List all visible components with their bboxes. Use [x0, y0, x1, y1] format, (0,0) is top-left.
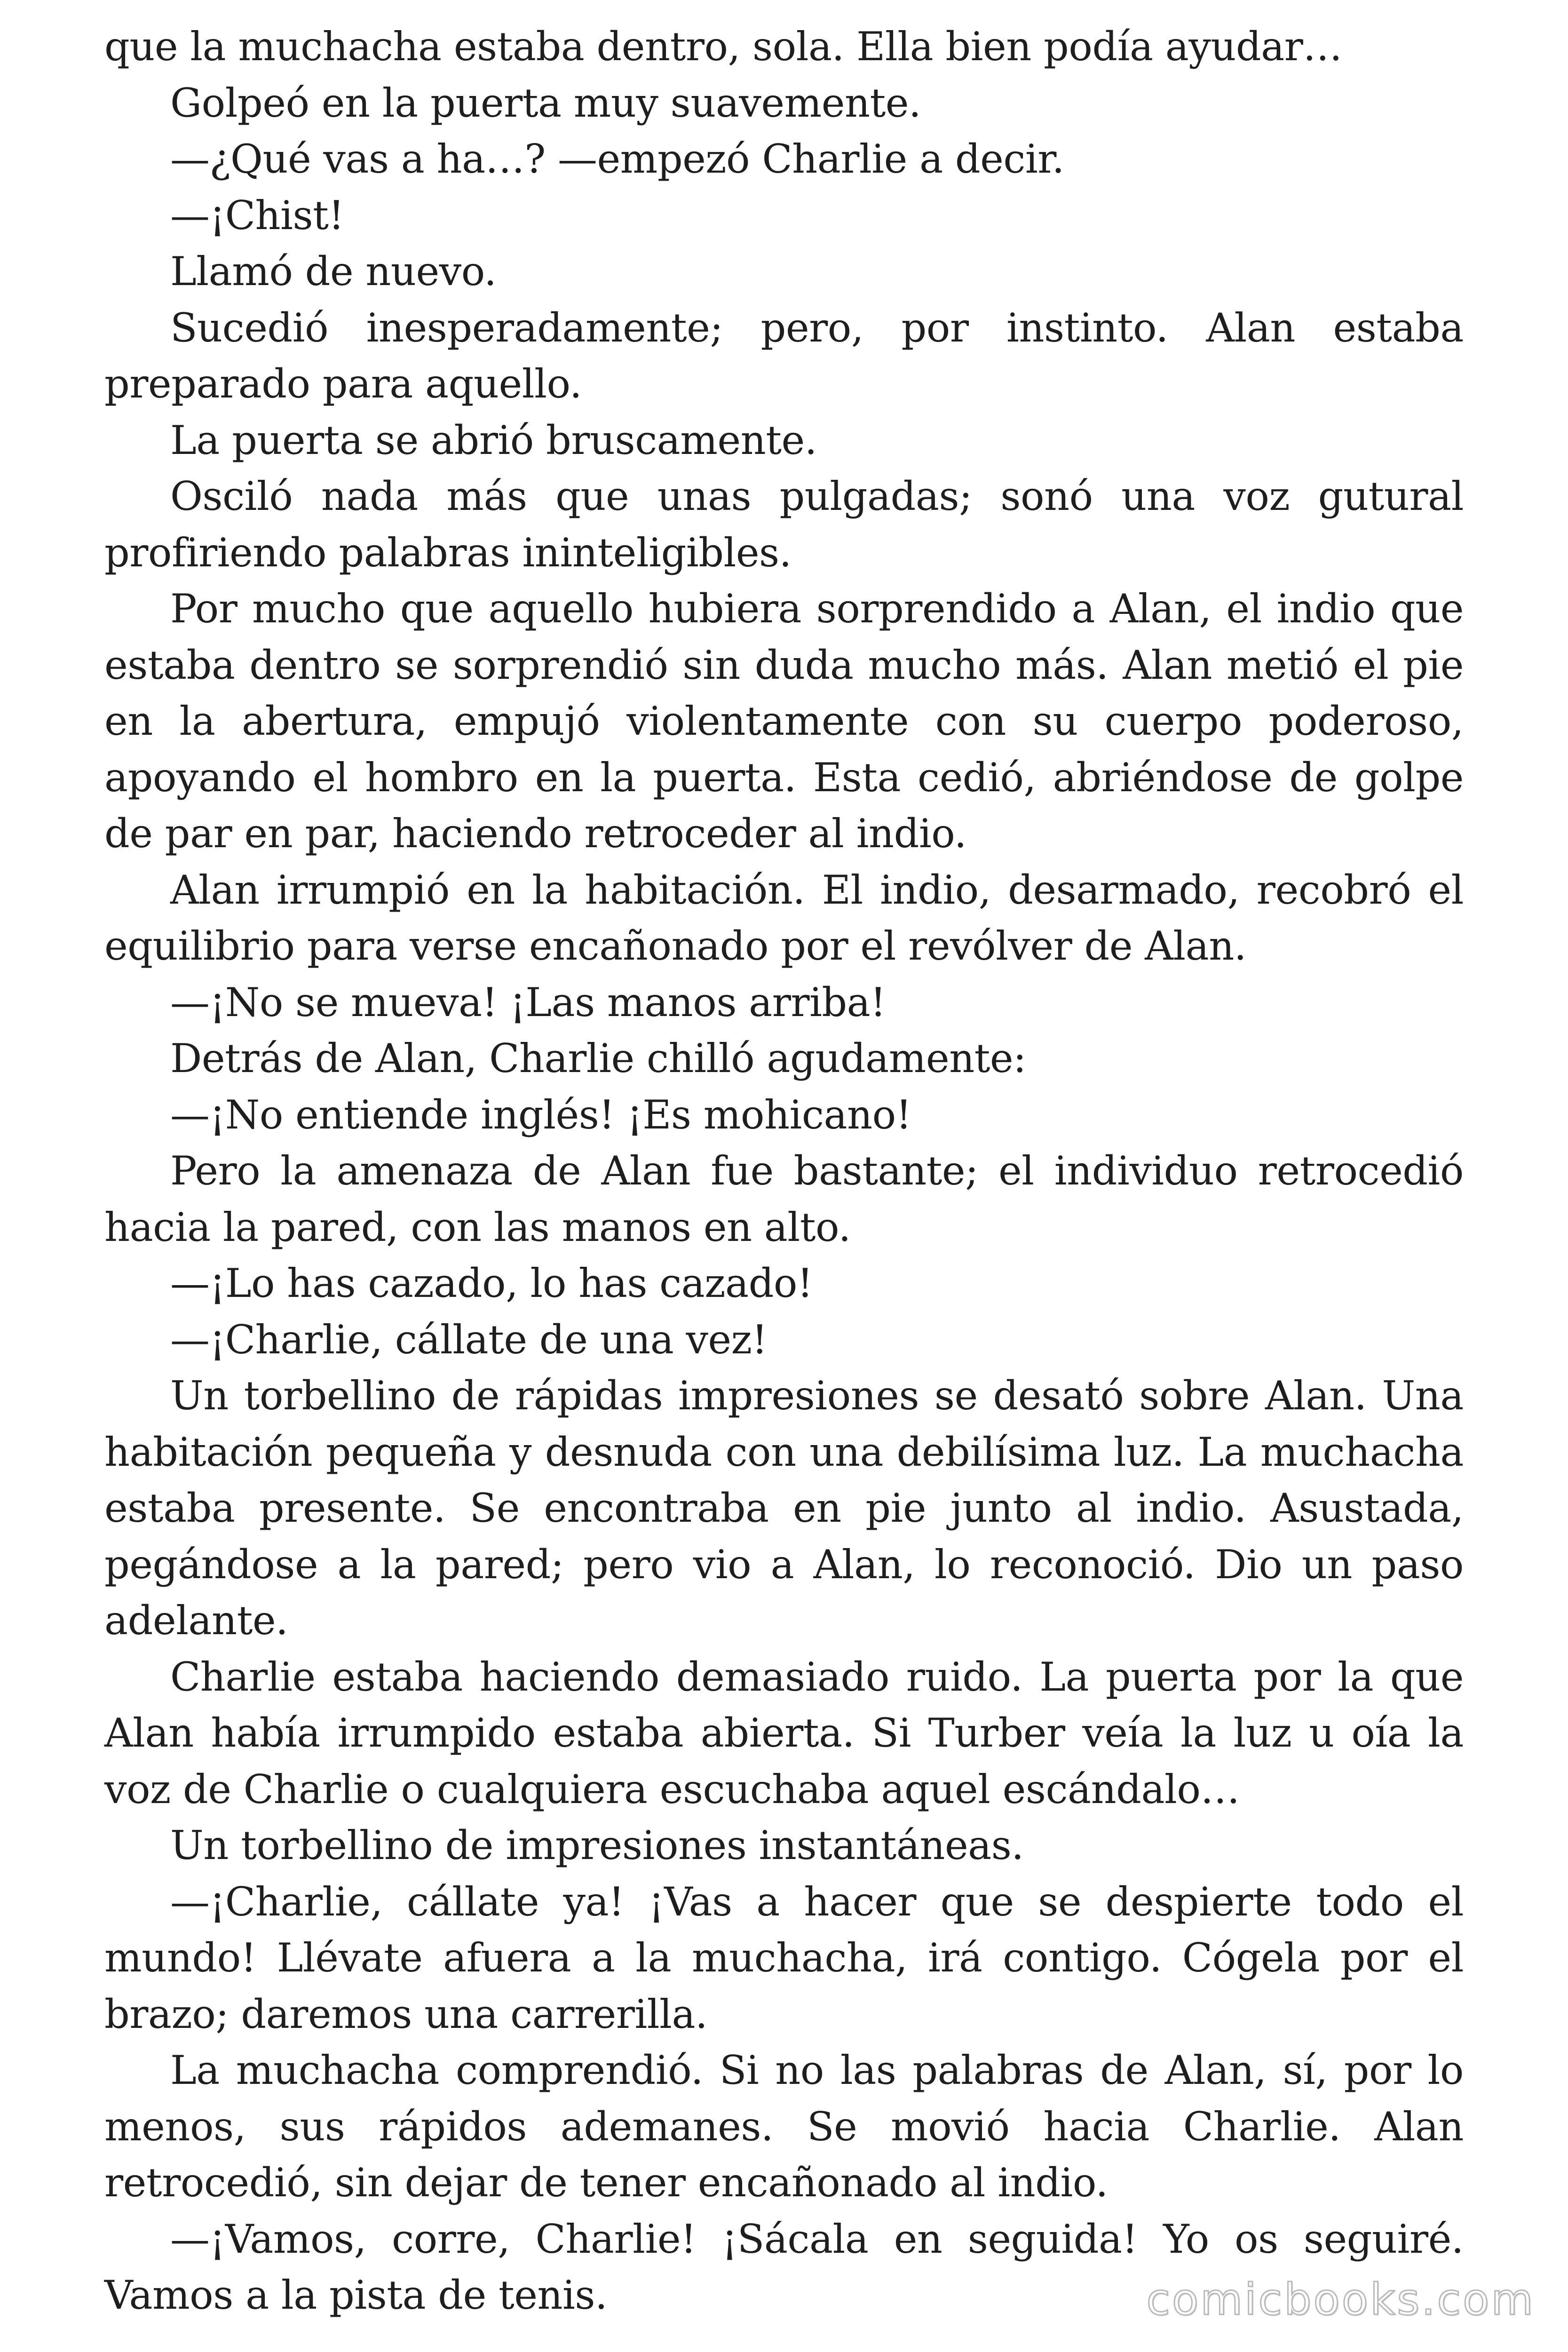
paragraph-11: —¡No se mueva! ¡Las manos arriba! — [170, 979, 886, 1025]
paragraph-16: —¡Charlie, cállate de una vez! — [170, 1316, 768, 1363]
paragraph-10: Alan irrumpió en la habitación. El indio, desarmado, recobró el equilibrio para verse encañonado por el revólver de Alan. — [104, 866, 1464, 969]
paragraph-17: Un torbellino de rápidas impresiones se desató sobre Alan. Una habitación pequeña y desnuda con una debilísima luz. La muchacha estaba presente. Se encontraba en pie junto al indio. Asustada, pegándose a la pared; pero vio a Alan, lo reconoció. Dio un paso adelante. — [104, 1373, 1464, 1644]
paragraph-5: Llamó de nuevo. — [170, 248, 497, 294]
paragraph-13: —¡No entiende inglés! ¡Es mohicano! — [170, 1091, 911, 1138]
paragraph-2: Golpeó en la puerta muy suavemente. — [170, 79, 921, 126]
paragraph-15: —¡Lo has cazado, lo has cazado! — [170, 1260, 813, 1306]
paragraph-14: Pero la amenaza de Alan fue bastante; el individuo retrocedió hacia la pared, con las manos en alto. — [104, 1148, 1464, 1250]
paragraph-22: —¡Vamos, corre, Charlie! ¡Sácala en seguida! Yo os seguiré. Vamos a la pista de tenis. — [104, 2216, 1464, 2318]
paragraph-6: Sucedió inesperadamente; pero, por instinto. Alan estaba preparado para aquello. — [104, 304, 1464, 407]
watermark: comicbooks.com — [1146, 2274, 1535, 2325]
paragraph-1: que la muchacha estaba dentro, sola. Ella bien podía ayudar… — [104, 24, 1342, 70]
paragraph-3: —¿Qué vas a ha…? —empezó Charlie a decir. — [170, 136, 1064, 182]
paragraph-7: La puerta se abrió bruscamente. — [170, 417, 817, 463]
paragraph-4: —¡Chist! — [170, 192, 344, 238]
paragraph-20: —¡Charlie, cállate ya! ¡Vas a hacer que se despierte todo el mundo! Llévate afuera a la muchacha, irá contigo. Cógela por el brazo; daremos una carrerilla. — [104, 1878, 1464, 2037]
paragraph-21: La muchacha comprendió. Si no las palabras de Alan, sí, por lo menos, sus rápidos ademanes. Se movió hacia Charlie. Alan retrocedió, sin dejar de tener encañonado al indio. — [104, 2047, 1464, 2206]
paragraph-8: Osciló nada más que unas pulgadas; sonó una voz gutural profiriendo palabras ininteligibles. — [104, 473, 1464, 576]
paragraph-12: Detrás de Alan, Charlie chilló agudamente: — [170, 1035, 1026, 1081]
paragraph-18: Charlie estaba haciendo demasiado ruido. La puerta por la que Alan había irrumpido estaba abierta. Si Turber veía la luz u oía la voz de Charlie o cualquiera escuchaba aquel escándalo… — [104, 1653, 1464, 1812]
paragraph-19: Un torbellino de impresiones instantáneas. — [170, 1822, 1024, 1868]
paragraph-9: Por mucho que aquello hubiera sorprendido a Alan, el indio que estaba dentro se sorprendió sin duda mucho más. Alan metió el pie en la abertura, empujó violentamente con su cuerpo poderoso, apoyando el hombro en la puerta. Esta cedió, abriéndose de golpe de par en par, haciendo retroceder al indio. — [104, 586, 1464, 857]
page-body — [104, 19, 1464, 2324]
